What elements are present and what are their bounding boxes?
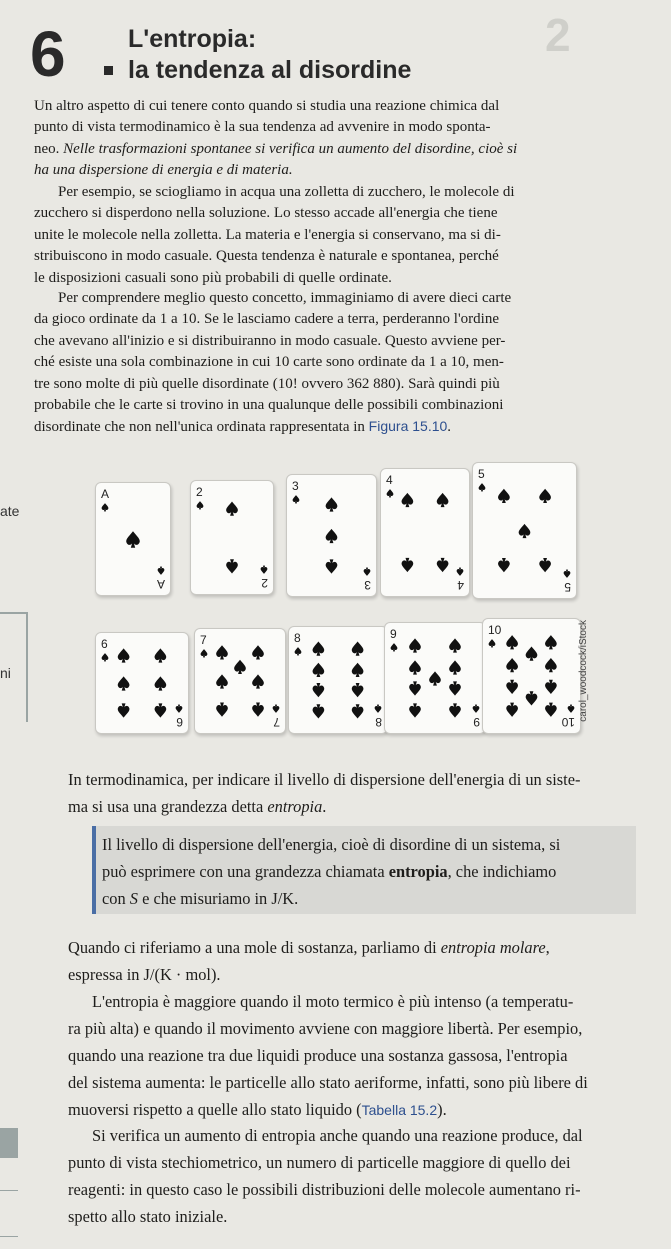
- text-line: In termodinamica, per indicare il livello di dispersione dell'energia di un siste-: [68, 770, 581, 789]
- card-rank-index: 2: [196, 485, 203, 499]
- card-rank-index: 8: [294, 631, 301, 645]
- corner-spade-icon: [364, 568, 371, 576]
- text-line: da gioco ordinate da 1 a 10. Se le lasciamo cadere a terra, perderanno l'ordine: [34, 311, 499, 328]
- card-rank-index: 5: [478, 467, 485, 481]
- spade-pip-icon: [234, 660, 246, 674]
- margin-mark: [0, 1190, 18, 1191]
- spade-pip-icon: [409, 681, 421, 695]
- spade-pip-icon: [437, 558, 449, 572]
- sugar-paragraph: [34, 182, 636, 289]
- corner-spade-icon: [176, 705, 183, 713]
- text-line: Un altro aspetto di cui tenere conto quando si studia una reazione chimica dal: [34, 98, 500, 114]
- spade-pip-icon: [449, 660, 461, 674]
- spade-pip-icon: [449, 703, 461, 717]
- card-rank-index-inverted: 8: [375, 715, 382, 729]
- text-line: che avevano all'inizio e si distribuiranno in modo casuale. Questo avviene per-: [34, 332, 506, 349]
- corner-spade-icon: [273, 705, 280, 713]
- margin-mark: [0, 1128, 18, 1158]
- spade-pip-icon: [526, 691, 538, 705]
- spade-pip-icon: [498, 489, 510, 503]
- spade-pip-icon: [539, 558, 551, 572]
- spade-pip-icon: [313, 642, 325, 656]
- spade-pip-icon: [252, 645, 264, 659]
- background-letter: 2: [545, 9, 571, 61]
- spade-pip-icon: [506, 680, 518, 694]
- corner-spade-icon: [473, 705, 480, 713]
- card-rank-index-inverted: A: [156, 577, 165, 591]
- playing-card-7: [194, 628, 286, 734]
- card-rank-index: 4: [386, 473, 393, 487]
- definition-box: [92, 826, 636, 914]
- spade-pip-icon: [409, 660, 421, 674]
- card-rank-index-inverted: 10: [561, 715, 575, 729]
- text-line: Quando ci riferiamo a una mole di sostanza, parliamo di entropia molare,: [68, 938, 550, 957]
- spade-pip-icon: [216, 645, 228, 659]
- spade-pip-icon: [118, 703, 130, 717]
- corner-spade-icon: [197, 501, 204, 509]
- card-face: [289, 627, 387, 733]
- text-line: ra più alta) e quando il movimento avviene con maggiore libertà. Per esempio,: [68, 1019, 583, 1038]
- spade-pip-icon: [326, 497, 338, 511]
- spade-pip-icon: [126, 531, 140, 548]
- section-number: 6: [30, 18, 66, 90]
- corner-spade-icon: [102, 653, 109, 661]
- card-rank-index: 9: [390, 627, 397, 641]
- card-rank-index-inverted: 4: [457, 578, 464, 592]
- card-face: [191, 481, 273, 594]
- spade-pip-icon: [326, 529, 338, 543]
- corner-spade-icon: [375, 705, 382, 713]
- spade-pip-icon: [545, 680, 557, 694]
- corner-spade-icon: [293, 495, 300, 503]
- spade-pip-icon: [155, 676, 167, 690]
- text-line: Il livello di dispersione dell'energia, cioè di disordine di un sistema, si: [102, 835, 561, 854]
- table-reference: Tabella 15.2: [361, 1102, 438, 1118]
- text-line: neo. Nelle trasformazioni spontanee si verifica un aumento del disordine, cioè si: [34, 140, 518, 157]
- card-rank-index-inverted: 6: [176, 715, 183, 729]
- spade-pip-icon: [506, 658, 518, 672]
- corner-spade-icon: [261, 566, 268, 574]
- spade-pip-icon: [252, 703, 264, 717]
- card-rank-index-inverted: 3: [364, 578, 371, 592]
- card-face: [287, 475, 376, 596]
- spade-pip-icon: [519, 524, 531, 538]
- playing-card-A: [95, 482, 171, 596]
- section-bullet: [104, 66, 113, 75]
- playing-card-6: [95, 632, 189, 734]
- card-face: [195, 629, 285, 733]
- spade-pip-icon: [429, 671, 441, 685]
- spade-pip-icon: [155, 648, 167, 662]
- text-line: Per comprendere meglio questo concetto, immaginiamo di avere dieci carte: [58, 290, 512, 306]
- card-rank-index: 6: [101, 637, 108, 651]
- text-line: del sistema aumenta: le particelle allo stato aeriforme, infatti, sono più libere di: [68, 1073, 588, 1092]
- text-line: unite le molecole nella zolletta. La materia e l'energia si conservano, ma si di-: [34, 226, 501, 243]
- corner-spade-icon: [201, 649, 208, 657]
- text-line: Per esempio, se sciogliamo in acqua una zolletta di zucchero, le molecole di: [58, 184, 515, 200]
- spade-pip-icon: [506, 635, 518, 649]
- spade-pip-icon: [352, 663, 364, 677]
- spade-pip-icon: [313, 704, 325, 718]
- text-line: muoversi rispetto a quelle allo stato liquido (Tabella 15.2).: [68, 1100, 447, 1119]
- spade-pip-icon: [313, 683, 325, 697]
- card-rank-index-inverted: 7: [273, 715, 280, 729]
- spade-pip-icon: [352, 642, 364, 656]
- card-rank-index-inverted: 9: [473, 715, 480, 729]
- spade-pip-icon: [402, 493, 414, 507]
- spade-pip-icon: [226, 501, 238, 515]
- spade-pip-icon: [118, 648, 130, 662]
- corner-spade-icon: [158, 567, 165, 575]
- photo-credit: carol_woodcock/iStock: [578, 620, 589, 722]
- spade-pip-icon: [226, 559, 238, 573]
- entropy-intro-paragraph: [68, 766, 638, 820]
- corner-spade-icon: [391, 643, 398, 651]
- spade-pip-icon: [216, 703, 228, 717]
- margin-rule: [26, 612, 28, 722]
- spade-pip-icon: [498, 558, 510, 572]
- text-line: Si verifica un aumento di entropia anche quando una reazione produce, dal: [92, 1126, 583, 1145]
- title-line-1: L'entropia:: [128, 25, 257, 53]
- spade-pip-icon: [545, 635, 557, 649]
- text-line: espressa in J/(K · mol).: [68, 965, 221, 984]
- playing-card-2: [190, 480, 274, 595]
- spade-pip-icon: [526, 647, 538, 661]
- text-line: punto di vista termodinamico è la sua tendenza ad avvenire in modo sponta-: [34, 119, 491, 136]
- text-line: ha una dispersione di energia e di materia.: [34, 162, 293, 179]
- card-face: [473, 463, 576, 598]
- spade-pip-icon: [539, 489, 551, 503]
- corner-spade-icon: [457, 568, 464, 576]
- card-face: [381, 469, 469, 596]
- spade-pip-icon: [326, 559, 338, 573]
- card-rank-index: A: [101, 487, 110, 501]
- figure-reference: Figura 15.10: [368, 418, 448, 435]
- card-face: [385, 623, 485, 733]
- text-line: reagenti: in questo caso le possibili distribuzioni delle molecole aumentano ri-: [68, 1180, 581, 1199]
- playing-card-10: [482, 618, 581, 734]
- text-line: ché esiste una sola combinazione in cui 10 carte sono ordinate da 1 a 10, men-: [34, 354, 504, 371]
- corner-spade-icon: [387, 489, 394, 497]
- playing-card-8: [288, 626, 388, 734]
- molar-entropy-paragraph: [68, 934, 638, 988]
- text-line: con S e che misuriamo in J/K.: [102, 889, 299, 908]
- spade-pip-icon: [252, 674, 264, 688]
- playing-card-3: [286, 474, 377, 597]
- spade-pip-icon: [545, 703, 557, 717]
- text-line: quando una reazione tra due liquidi produce una sostanza gassosa, l'entropia: [68, 1046, 568, 1065]
- corner-spade-icon: [479, 483, 486, 491]
- playing-card-9: [384, 622, 486, 734]
- card-rank-index-inverted: 5: [564, 580, 571, 594]
- text-line: tre sono molte di più quelle disordinate (10! ovvero 362 880). Sarà quindi più: [34, 375, 500, 392]
- card-rank-index: 10: [488, 623, 502, 637]
- spade-pip-icon: [449, 681, 461, 695]
- text-line: probabile che le carte si trovino in una qualunque delle possibili combinazioni: [34, 397, 504, 414]
- spade-pip-icon: [402, 558, 414, 572]
- stoichiometry-paragraph: [68, 1122, 638, 1230]
- cards-paragraph: [34, 288, 636, 439]
- intro-paragraph: [34, 96, 636, 182]
- playing-card-4: [380, 468, 470, 597]
- playing-card-5: [472, 462, 577, 599]
- text-line: punto di vista stechiometrico, un numero di particelle maggiore di quello dei: [68, 1153, 571, 1172]
- card-rank-index-inverted: 2: [261, 576, 268, 590]
- margin-rule: [0, 612, 28, 614]
- card-face: [96, 483, 170, 595]
- text-line: può esprimere con una grandezza chiamata entropia, che indichiamo: [102, 862, 557, 881]
- spade-pip-icon: [545, 658, 557, 672]
- spade-pip-icon: [352, 683, 364, 697]
- card-face: [96, 633, 188, 733]
- margin-mark: [0, 1236, 18, 1237]
- section-title: [128, 24, 411, 86]
- text-line: stribuiscono in modo casuale. Questa tendenza è naturale e spontanea, perché: [34, 248, 499, 265]
- text-line: ma si usa una grandezza detta entropia.: [68, 797, 327, 816]
- corner-spade-icon: [295, 647, 302, 655]
- card-rank-index: 3: [292, 479, 299, 493]
- margin-text-fragment: ate: [0, 503, 20, 519]
- text-line: zucchero si disperdono nella soluzione. Lo stesso accade all'energia che tiene: [34, 205, 498, 222]
- spade-pip-icon: [352, 704, 364, 718]
- text-line: disordinate che non nell'unica ordinata rappresentata in Figura 15.10.: [34, 418, 452, 436]
- text-line: le disposizioni casuali sono più probabili di quelle ordinate.: [34, 269, 392, 286]
- spade-pip-icon: [155, 703, 167, 717]
- spade-pip-icon: [409, 638, 421, 652]
- title-line-2: la tendenza al disordine: [128, 56, 412, 84]
- spade-pip-icon: [409, 703, 421, 717]
- corner-spade-icon: [489, 639, 496, 647]
- corner-spade-icon: [568, 705, 575, 713]
- spade-pip-icon: [449, 638, 461, 652]
- spade-pip-icon: [437, 493, 449, 507]
- corner-spade-icon: [564, 570, 571, 578]
- text-line: L'entropia è maggiore quando il moto termico è più intenso (a temperatu-: [92, 992, 574, 1011]
- spade-pip-icon: [313, 663, 325, 677]
- card-face: [483, 619, 580, 733]
- spade-pip-icon: [216, 674, 228, 688]
- spade-pip-icon: [118, 676, 130, 690]
- corner-spade-icon: [102, 503, 109, 511]
- spade-pip-icon: [506, 703, 518, 717]
- card-rank-index: 7: [200, 633, 207, 647]
- text-line: spetto allo stato iniziale.: [68, 1207, 228, 1226]
- temperature-paragraph: [68, 988, 638, 1124]
- margin-text-fragment: ni: [0, 665, 11, 681]
